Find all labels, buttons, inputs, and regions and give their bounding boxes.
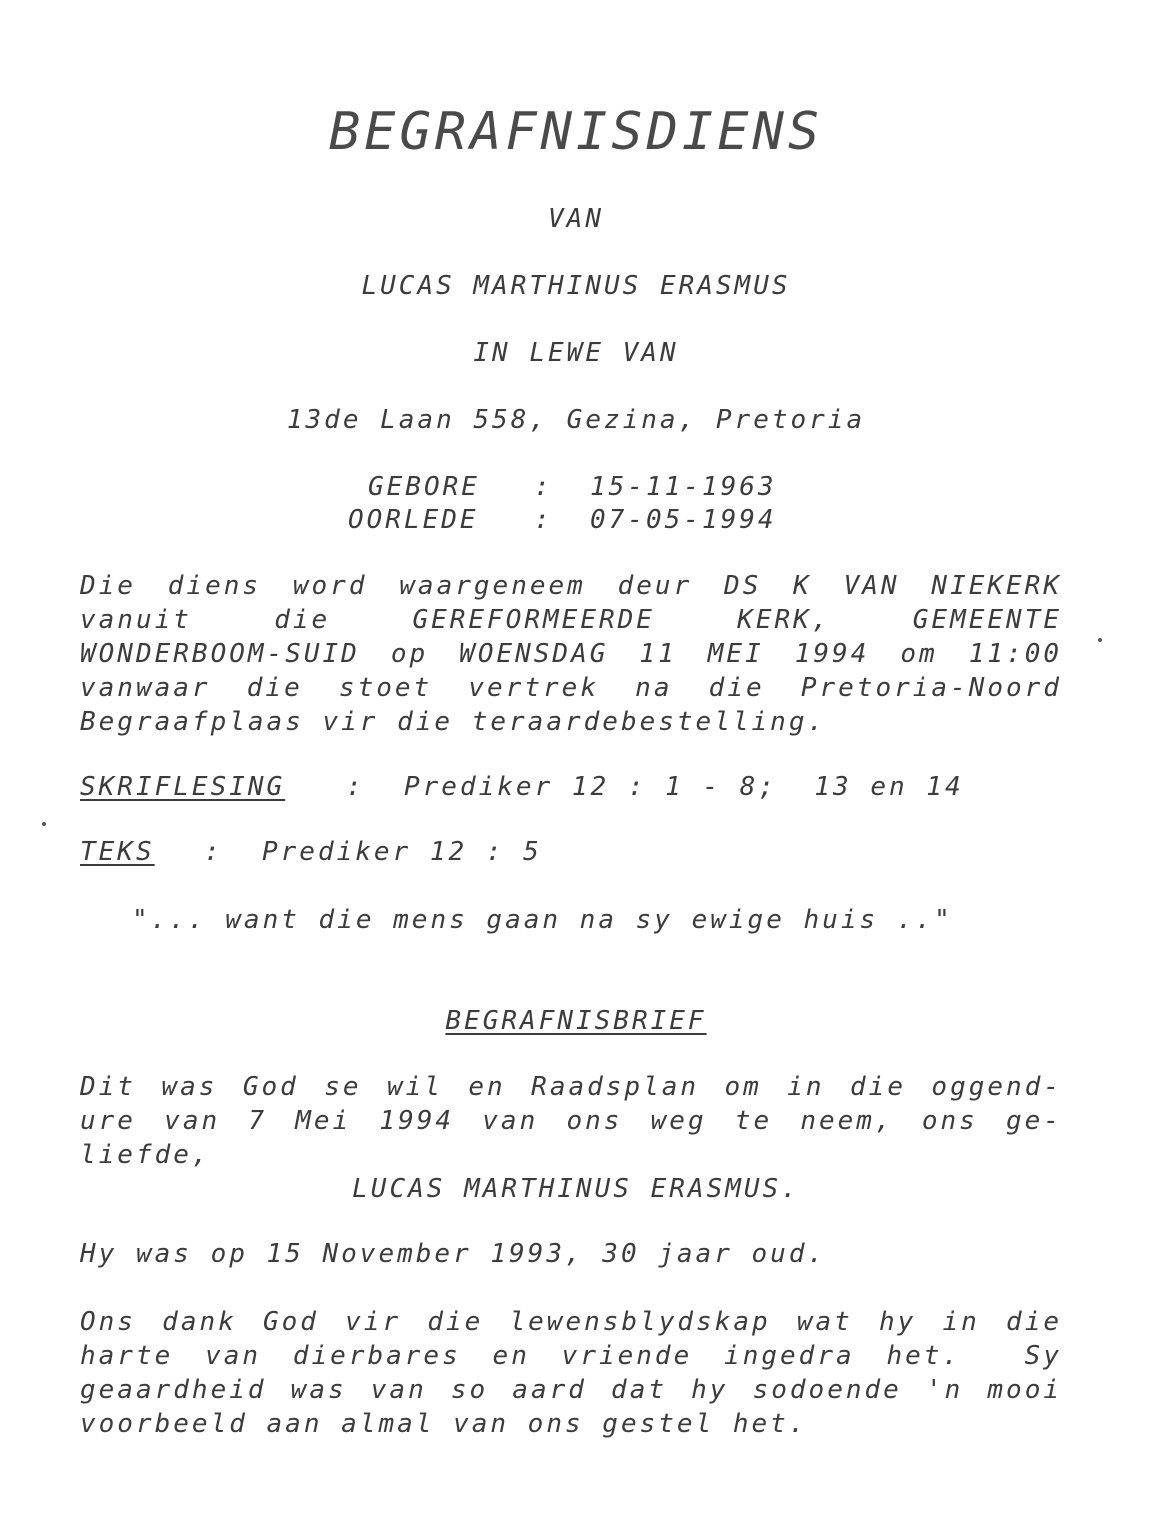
born-separator: : [534, 472, 553, 502]
died-date: 07-05-1994 [590, 505, 777, 535]
letter-heading: BEGRAFNISBRIEF [445, 1006, 707, 1036]
scan-speck [1098, 638, 1102, 642]
text-label: TEKS [80, 837, 155, 867]
deceased-name: LUCAS MARTHINUS ERASMUS [361, 271, 791, 301]
service-line: WONDERBOOM-SUID op WOENSDAG 11 MEI 1994 om 11:00 [80, 639, 1062, 669]
text-separator: : [204, 837, 223, 867]
letter-line: voorbeeld aan almal van ons gestel het. [80, 1409, 808, 1439]
died-separator: : [534, 505, 553, 535]
letter-line: liefde, [80, 1140, 211, 1170]
born-label: GEBORE [368, 472, 480, 502]
reading-value: Prediker 12 : 1 - 8; 13 en 14 [404, 772, 964, 802]
letter-name-line: LUCAS MARTHINUS ERASMUS. [352, 1174, 800, 1204]
service-line: vanwaar die stoet vertrek na die Pretoria-Noord [80, 673, 1062, 703]
letter-age-line: Hy was op 15 November 1993, 30 jaar oud. [80, 1239, 827, 1269]
letter-line: geaardheid was van so aard dat hy sodoende 'n mooi [80, 1375, 1062, 1405]
reading-label: SKRIFLESING [80, 772, 286, 802]
text-value: Prediker 12 : 5 [262, 837, 542, 867]
letter-line: Dit was God se wil en Raadsplan om in die oggend- [80, 1072, 1062, 1102]
scan-speck [42, 822, 46, 826]
document-title: BEGRAFNISDIENS [328, 102, 824, 162]
died-label: OORLEDE [348, 505, 479, 535]
letter-line: Ons dank God vir die lewensblydskap wat hy in die [80, 1307, 1062, 1337]
text-quote: "... want die mens gaan na sy ewige huis .." [132, 905, 953, 935]
address-line: 13de Laan 558, Gezina, Pretoria [286, 405, 866, 435]
service-line: Begraafplaas vir die teraardebestelling. [80, 707, 827, 737]
in-lewe-van-line: IN LEWE VAN [473, 338, 679, 368]
born-date: 15-11-1963 [590, 472, 777, 502]
service-line: vanuit die GEREFORMEERDE KERK, GEMEENTE [80, 605, 1062, 635]
van-line: VAN [548, 204, 604, 234]
letter-line: ure van 7 Mei 1994 van ons weg te neem, ons ge- [80, 1106, 1062, 1136]
letter-line: harte van dierbares en vriende ingedra het. Sy [80, 1341, 1062, 1371]
service-line: Die diens word waargeneem deur DS K VAN NIEKERK [80, 571, 1062, 601]
reading-separator: : [346, 772, 365, 802]
